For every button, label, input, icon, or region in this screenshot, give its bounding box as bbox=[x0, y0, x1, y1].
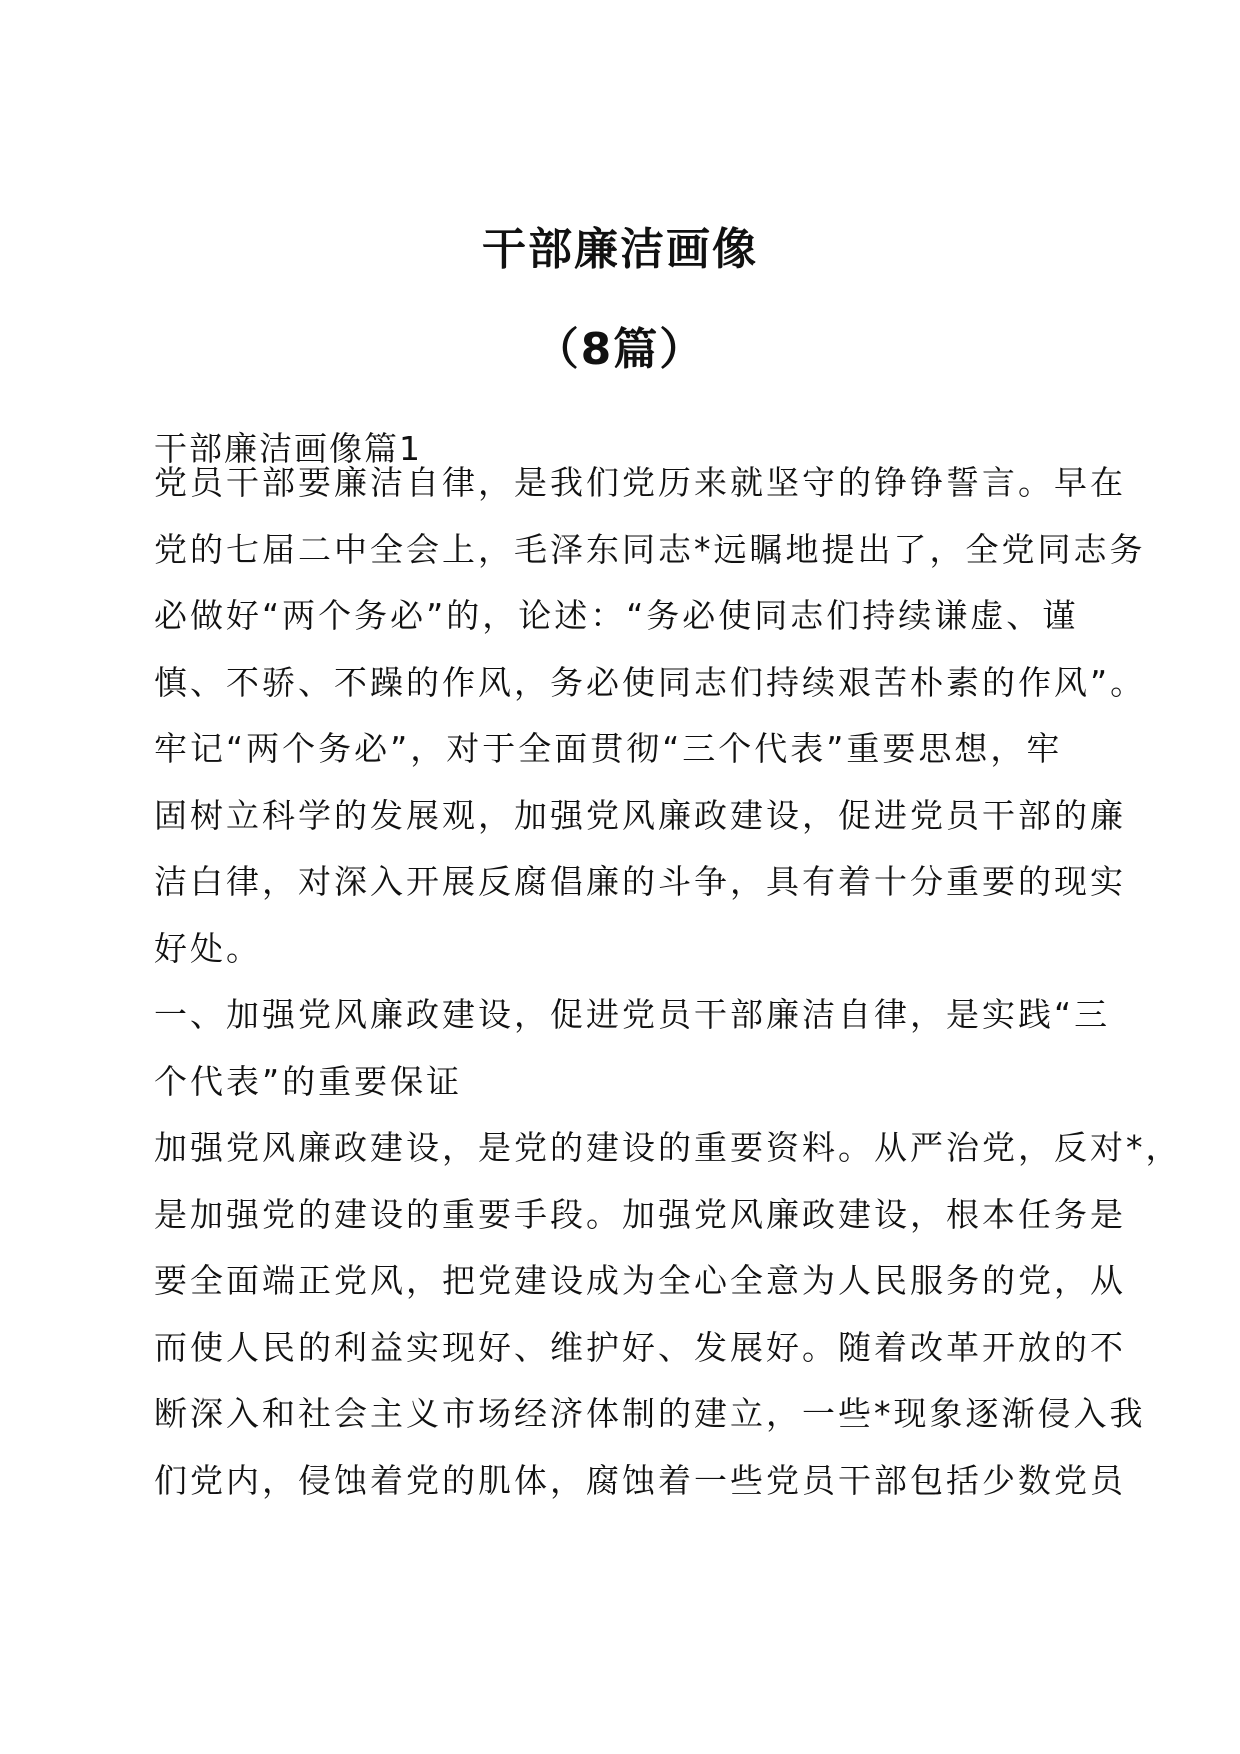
body-line: 断深入和社会主义市场经济体制的建立，一些*现象逐渐侵入我 bbox=[154, 1394, 1146, 1433]
body-line: 必做好“两个务必”的，论述：“务必使同志们持续谦虚、谨 bbox=[154, 596, 1079, 635]
body-line: 洁白律，对深入开展反腐倡廉的斗争，具有着十分重要的现实 bbox=[154, 862, 1126, 901]
body-line: 加强党风廉政建设，是党的建设的重要资料。从严治党，反对*， bbox=[154, 1128, 1182, 1167]
body-line: 是加强党的建设的重要手段。加强党风廉政建设，根本任务是 bbox=[154, 1194, 1126, 1234]
section-heading: 干部廉洁画像篇1 bbox=[154, 429, 422, 468]
document-subtitle: （8篇） bbox=[534, 324, 706, 375]
body-line: 个代表”的重要保证 bbox=[154, 1061, 463, 1101]
body-line: 党员干部要廉洁自律，是我们党历来就坚守的铮铮誓言。早在 bbox=[154, 463, 1126, 502]
document-title: 干部廉洁画像 bbox=[482, 224, 758, 275]
body-line: 要全面端正党风，把党建设成为全心全意为人民服务的党，从 bbox=[154, 1261, 1126, 1300]
body-line: 好处。 bbox=[154, 928, 262, 968]
body-line: 固树立科学的发展观，加强党风廉政建设，促进党员干部的廉 bbox=[154, 795, 1126, 835]
body-line: 慎、不骄、不躁的作风，务必使同志们持续艰苦朴素的作风”。 bbox=[154, 662, 1147, 702]
body-line: 一、加强党风廉政建设，促进党员干部廉洁自律，是实践“三 bbox=[154, 995, 1111, 1034]
body-line: 党的七届二中全会上，毛泽东同志*远瞩地提出了，全党同志务 bbox=[154, 529, 1146, 569]
body-line: 牢记“两个务必”，对于全面贯彻“三个代表”重要思想，牢 bbox=[154, 729, 1063, 768]
body-paragraphs bbox=[154, 450, 1182, 1514]
body-line: 们党内，侵蚀着党的肌体，腐蚀着一些党员干部包括少数党员 bbox=[154, 1460, 1126, 1500]
body-line: 而使人民的利益实现好、维护好、发展好。随着改革开放的不 bbox=[154, 1327, 1126, 1367]
